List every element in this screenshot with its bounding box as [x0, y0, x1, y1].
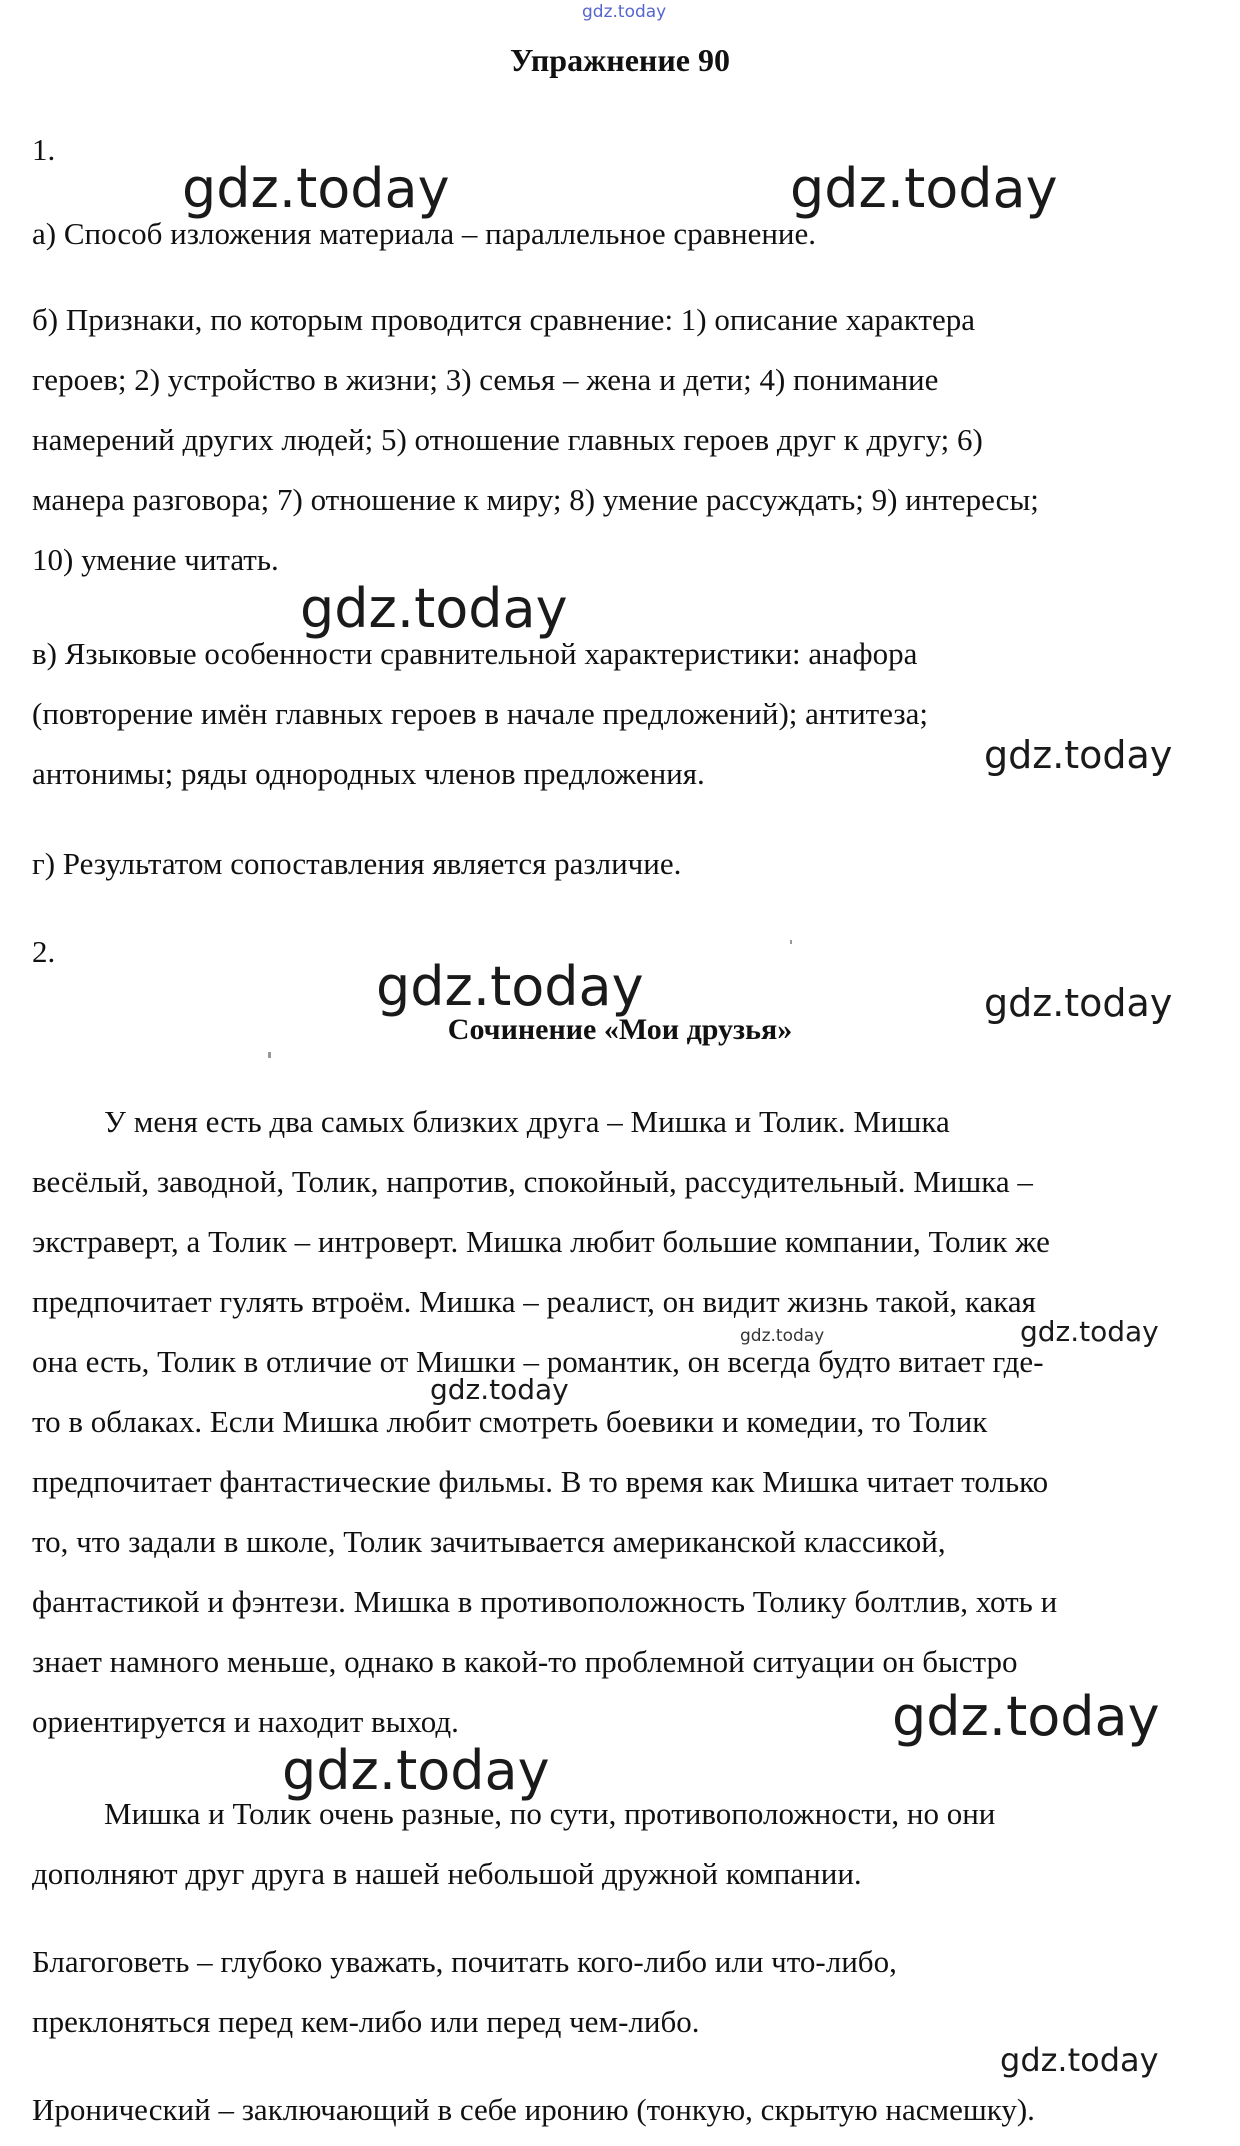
- section-1-line-b4: манера разговора; 7) отношение к миру; 8) умение рассуждать; 9) интересы;: [32, 482, 1039, 517]
- section-1-line-b5: 10) умение читать.: [32, 542, 279, 577]
- scan-speck: [268, 1052, 271, 1058]
- section-1-line-a: а) Способ изложения материала – параллельное сравнение.: [32, 216, 817, 251]
- essay-line-2: весёлый, заводной, Толик, напротив, спокойный, рассудительный. Мишка –: [32, 1164, 1033, 1199]
- scan-speck: [790, 940, 792, 944]
- watermark-1: gdz.today: [182, 157, 450, 220]
- watermark-5: gdz.today: [376, 955, 644, 1018]
- section-1-line-c2: (повторение имён главных героев в начале предложений); антитеза;: [32, 696, 928, 731]
- essay-title: Сочинение «Мои друзья»: [447, 1013, 793, 1046]
- essay-line-6: то в облаках. Если Мишка любит смотреть боевики и комедии, то Толик: [32, 1404, 988, 1439]
- section-1-line-c1: в) Языковые особенности сравнительной характеристики: анафора: [32, 636, 918, 671]
- watermark-12: gdz.today: [1000, 2041, 1159, 2079]
- watermark-6: gdz.today: [984, 981, 1173, 1025]
- essay-line-1: У меня есть два самых близких друга – Мишка и Толик. Мишка: [104, 1104, 950, 1139]
- essay-line-5: она есть, Толик в отличие от Мишки – романтик, он всегда будто витает где-: [32, 1344, 1044, 1379]
- essay-line-10: знает намного меньше, однако в какой-то проблемной ситуации он быстро: [32, 1644, 1018, 1679]
- definition-line-3: Иронический – заключающий в себе иронию (тонкую, скрытую насмешку).: [32, 2092, 1035, 2127]
- watermark-8: gdz.today: [1020, 1315, 1159, 1348]
- essay-line-3: экстраверт, а Толик – интроверт. Мишка любит большие компании, Толик же: [32, 1224, 1050, 1259]
- essay-line-8: то, что задали в школе, Толик зачитывается американской классикой,: [32, 1524, 946, 1559]
- watermark-top: gdz.today: [582, 2, 667, 22]
- section-2-number: 2.: [32, 934, 56, 969]
- watermark-2: gdz.today: [790, 157, 1058, 220]
- essay-line-9: фантастикой и фэнтези. Мишка в противоположность Толику болтлив, хоть и: [32, 1584, 1058, 1619]
- essay-line-7: предпочитает фантастические фильмы. В то время как Мишка читает только: [32, 1464, 1049, 1499]
- section-1-line-d: г) Результатом сопоставления является различие.: [32, 846, 682, 881]
- essay-line-4: предпочитает гулять втроём. Мишка – реалист, он видит жизнь такой, какая: [32, 1284, 1036, 1319]
- page-title: Упражнение 90: [509, 42, 730, 78]
- watermark-10: gdz.today: [892, 1685, 1160, 1748]
- section-1-line-b2: героев; 2) устройство в жизни; 3) семья – жена и дети; 4) понимание: [32, 362, 939, 397]
- watermark-3: gdz.today: [300, 577, 568, 640]
- watermark-11: gdz.today: [282, 1739, 550, 1802]
- essay-line-13: дополняют друг друга в нашей небольшой дружной компании.: [32, 1856, 862, 1891]
- section-1-line-b3: намерений других людей; 5) отношение главных героев друг к другу; 6): [32, 422, 983, 457]
- watermark-4: gdz.today: [984, 733, 1173, 777]
- section-1-number: 1.: [32, 132, 56, 167]
- essay-line-11: ориентируется и находит выход.: [32, 1704, 459, 1739]
- definition-line-1: Благоговеть – глубоко уважать, почитать кого-либо или что-либо,: [32, 1944, 897, 1979]
- watermark-7: gdz.today: [740, 1326, 825, 1346]
- essay-line-12: Мишка и Толик очень разные, по сути, противоположности, но они: [104, 1796, 996, 1831]
- section-1-line-b1: б) Признаки, по которым проводится сравнение: 1) описание характера: [32, 302, 975, 337]
- watermark-9: gdz.today: [430, 1373, 569, 1406]
- section-1-line-c3: антонимы; ряды однородных членов предложения.: [32, 756, 705, 791]
- definition-line-2: преклоняться перед кем-либо или перед чем-либо.: [32, 2004, 700, 2039]
